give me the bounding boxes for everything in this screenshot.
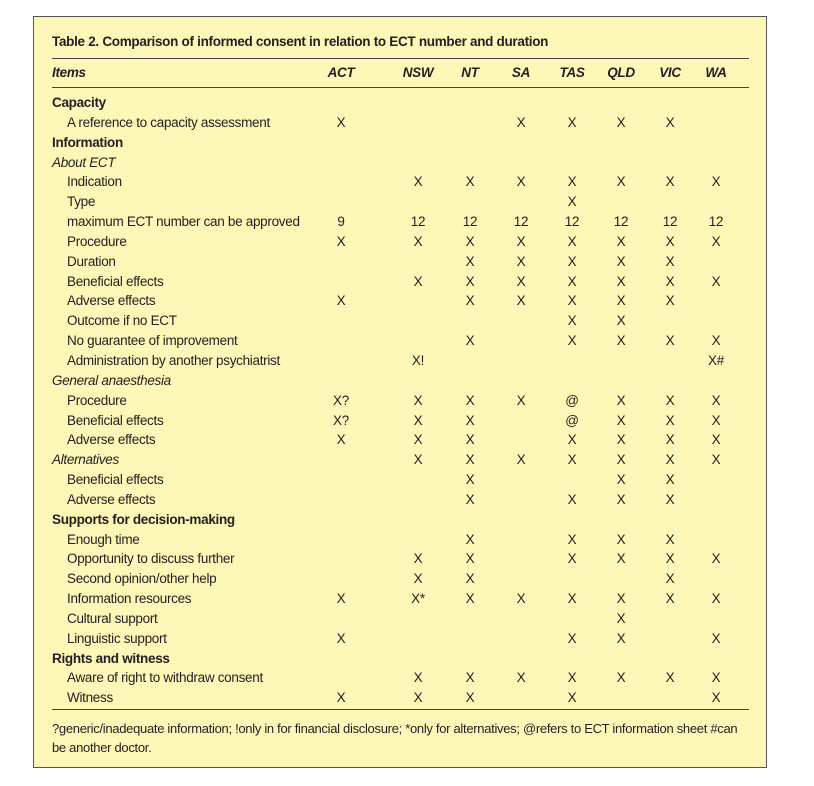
table-row (52, 530, 749, 550)
cell-vic: X (665, 591, 675, 607)
row-label: Second opinion/other help (67, 571, 217, 587)
table-row (52, 549, 749, 569)
cell-vic: 12 (662, 214, 678, 230)
row-label: Linguistic support (67, 630, 167, 646)
cell-vic: X (665, 472, 675, 488)
cell-nt: X (465, 253, 475, 269)
cell-qld: X (616, 551, 626, 567)
cell-qld: X (616, 333, 626, 349)
cell-tas: X (567, 670, 577, 686)
cell-sa: X (516, 253, 526, 269)
cell-tas: 12 (564, 214, 580, 230)
row-label: Adverse effects (67, 432, 156, 448)
cell-nt: X (465, 491, 475, 507)
row-label: Beneficial effects (67, 273, 164, 289)
table-row (52, 470, 749, 490)
cell-nt: X (465, 531, 475, 547)
cell-nsw: X (413, 233, 423, 249)
cell-tas: X (567, 690, 577, 706)
top-rule (52, 58, 749, 59)
cell-qld: X (616, 253, 626, 269)
cell-act: 9 (337, 214, 345, 230)
row-label: Witness (67, 690, 113, 706)
table-section-row (52, 133, 749, 153)
cell-tas: X (567, 253, 577, 269)
table-row (52, 430, 749, 450)
row-label: Indication (67, 174, 122, 190)
cell-vic: X (665, 273, 675, 289)
row-label: Administration by another psychiatrist (67, 352, 280, 368)
cell-vic: X (665, 551, 675, 567)
cell-nt: X (465, 591, 475, 607)
table-body (52, 93, 749, 708)
cell-nsw: X (413, 412, 423, 428)
cell-nt: X (465, 432, 475, 448)
cell-wa: X (711, 273, 721, 289)
cell-sa: X (516, 233, 526, 249)
cell-tas: X (567, 313, 577, 329)
table-subsection-row (52, 450, 749, 470)
cell-sa: X (516, 293, 526, 309)
cell-act: X? (333, 412, 349, 428)
cell-vic: X (665, 293, 675, 309)
cell-act: X (336, 293, 346, 309)
cell-sa: X (516, 591, 526, 607)
cell-qld: X (616, 412, 626, 428)
cell-qld: X (616, 293, 626, 309)
column-header-act: ACT (327, 65, 355, 80)
cell-act: X (336, 432, 346, 448)
table-row (52, 609, 749, 629)
cell-nsw: X (413, 670, 423, 686)
cell-tas: X (567, 452, 577, 468)
cell-vic: X (665, 253, 675, 269)
cell-nt: X (465, 551, 475, 567)
row-label: Duration (67, 253, 116, 269)
cell-tas: X (567, 551, 577, 567)
cell-tas: @ (565, 392, 579, 408)
table-row (52, 411, 749, 431)
row-label: Procedure (67, 392, 127, 408)
table-row (52, 391, 749, 411)
row-label: Adverse effects (67, 293, 156, 309)
cell-wa: X (711, 591, 721, 607)
row-label: Adverse effects (67, 491, 156, 507)
cell-vic: X (665, 114, 675, 130)
cell-tas: X (567, 531, 577, 547)
table-row (52, 490, 749, 510)
cell-nsw: X (413, 452, 423, 468)
cell-tas: X (567, 293, 577, 309)
table-row (52, 172, 749, 192)
cell-qld: X (616, 174, 626, 190)
cell-vic: X (665, 432, 675, 448)
row-label: Procedure (67, 233, 127, 249)
column-header-qld: QLD (607, 65, 635, 80)
table-row (52, 569, 749, 589)
cell-nsw: X (413, 273, 423, 289)
row-label: Opportunity to discuss further (67, 551, 235, 567)
cell-vic: X (665, 333, 675, 349)
cell-vic: X (665, 392, 675, 408)
cell-qld: X (616, 432, 626, 448)
column-header-tas: TAS (559, 65, 585, 80)
column-header-sa: SA (511, 65, 531, 80)
cell-nt: X (465, 174, 475, 190)
row-label: Capacity (52, 95, 106, 110)
table-row (52, 272, 749, 292)
cell-nt: X (465, 412, 475, 428)
column-header-nsw: NSW (402, 65, 434, 80)
row-label: No guarantee of improvement (67, 333, 238, 349)
cell-qld: X (616, 531, 626, 547)
cell-nt: X (465, 690, 475, 706)
table-section-row (52, 649, 749, 669)
row-label: General anaesthesia (52, 372, 171, 388)
cell-tas: X (567, 114, 577, 130)
row-label: Information resources (67, 591, 192, 607)
cell-vic: X (665, 531, 675, 547)
cell-nsw: X (413, 690, 423, 706)
table-section-row (52, 510, 749, 530)
cell-qld: X (616, 392, 626, 408)
cell-sa: X (516, 114, 526, 130)
table-row (52, 331, 749, 351)
column-header-wa: WA (705, 65, 727, 80)
cell-qld: X (616, 630, 626, 646)
table-row (52, 351, 749, 371)
cell-nsw: X (413, 571, 423, 587)
table-row (52, 113, 749, 133)
column-header-vic: VIC (659, 65, 681, 80)
cell-vic: X (665, 412, 675, 428)
cell-nsw: X* (411, 591, 425, 607)
row-label: About ECT (52, 154, 116, 170)
cell-nsw: X (413, 551, 423, 567)
cell-sa: X (516, 174, 526, 190)
cell-tas: X (567, 591, 577, 607)
cell-qld: X (616, 452, 626, 468)
cell-vic: X (665, 571, 675, 587)
cell-nt: X (465, 670, 475, 686)
cell-tas: X (567, 491, 577, 507)
cell-qld: X (616, 491, 626, 507)
row-label: Cultural support (67, 610, 158, 626)
row-label: Supports for decision-making (52, 511, 235, 527)
row-label: A reference to capacity assessment (67, 114, 270, 130)
cell-tas: X (567, 194, 577, 210)
cell-wa: X (711, 630, 721, 646)
table-subsection-row (52, 371, 749, 391)
cell-qld: X (616, 610, 626, 626)
cell-nt: X (465, 333, 475, 349)
table-row (52, 212, 749, 232)
cell-wa: X (711, 432, 721, 448)
cell-tas: @ (565, 412, 579, 428)
table-row (52, 688, 749, 708)
cell-vic: X (665, 670, 675, 686)
table-row (52, 311, 749, 331)
row-label: Rights and witness (52, 650, 170, 666)
cell-qld: X (616, 313, 626, 329)
cell-tas: X (567, 174, 577, 190)
cell-act: X (336, 630, 346, 646)
cell-wa: X (711, 670, 721, 686)
cell-nsw: X (413, 392, 423, 408)
cell-act: X? (333, 392, 349, 408)
table-row (52, 629, 749, 649)
cell-act: X (336, 690, 346, 706)
cell-qld: X (616, 273, 626, 289)
cell-qld: X (616, 472, 626, 488)
cell-wa: X (711, 392, 721, 408)
cell-tas: X (567, 233, 577, 249)
table-footnote: ?generic/inadequate information; !only in for financial disclosure; *only for alternatives; @refers to ECT information sheet #can be another doctor. (52, 721, 738, 755)
row-label: Beneficial effects (67, 412, 164, 428)
cell-qld: X (616, 591, 626, 607)
row-label: Aware of right to withdraw consent (67, 670, 263, 686)
cell-wa: X (711, 233, 721, 249)
row-label: Enough time (67, 531, 140, 547)
row-label: Beneficial effects (67, 472, 164, 488)
table-row (52, 668, 749, 688)
cell-qld: 12 (613, 214, 629, 230)
bottom-rule (52, 709, 749, 710)
row-label: Alternatives (52, 452, 119, 468)
table-section-row (52, 93, 749, 113)
cell-nt: X (465, 233, 475, 249)
cell-act: X (336, 591, 346, 607)
table-row (52, 589, 749, 609)
table-title: Table 2. Comparison of informed consent in relation to ECT number and duration (52, 34, 549, 49)
cell-nsw: X (413, 174, 423, 190)
cell-wa: X# (708, 352, 724, 368)
cell-vic: X (665, 491, 675, 507)
cell-act: X (336, 114, 346, 130)
cell-nt: X (465, 392, 475, 408)
row-label: maximum ECT number can be approved (67, 214, 300, 230)
table-row (52, 291, 749, 311)
cell-nsw: X (413, 432, 423, 448)
cell-sa: 12 (513, 214, 529, 230)
cell-vic: X (665, 452, 675, 468)
cell-wa: 12 (708, 214, 724, 230)
cell-sa: X (516, 670, 526, 686)
cell-sa: X (516, 273, 526, 289)
cell-qld: X (616, 233, 626, 249)
cell-wa: X (711, 690, 721, 706)
cell-vic: X (665, 233, 675, 249)
cell-wa: X (711, 452, 721, 468)
table-panel (33, 16, 767, 768)
cell-sa: X (516, 392, 526, 408)
header-rule (52, 87, 749, 88)
cell-wa: X (711, 333, 721, 349)
cell-act: X (336, 233, 346, 249)
table-row (52, 232, 749, 252)
cell-nt: X (465, 452, 475, 468)
cell-nsw: 12 (410, 214, 426, 230)
cell-nsw: X! (411, 352, 425, 368)
row-label: Type (67, 194, 96, 210)
cell-sa: X (516, 452, 526, 468)
cell-tas: X (567, 432, 577, 448)
cell-wa: X (711, 551, 721, 567)
cell-nt: X (465, 472, 475, 488)
table-subsection-row (52, 153, 749, 173)
row-label: Information (52, 134, 123, 150)
cell-tas: X (567, 333, 577, 349)
table-row (52, 252, 749, 272)
column-header-nt: NT (461, 65, 479, 80)
cell-vic: X (665, 174, 675, 190)
cell-tas: X (567, 630, 577, 646)
cell-nt: X (465, 273, 475, 289)
cell-nt: X (465, 293, 475, 309)
cell-qld: X (616, 670, 626, 686)
cell-wa: X (711, 412, 721, 428)
cell-qld: X (616, 114, 626, 130)
cell-nt: 12 (462, 214, 478, 230)
table-row (52, 192, 749, 212)
cell-nt: X (465, 571, 475, 587)
column-header-items: Items (52, 65, 86, 80)
cell-tas: X (567, 273, 577, 289)
row-label: Outcome if no ECT (67, 313, 177, 329)
cell-wa: X (711, 174, 721, 190)
